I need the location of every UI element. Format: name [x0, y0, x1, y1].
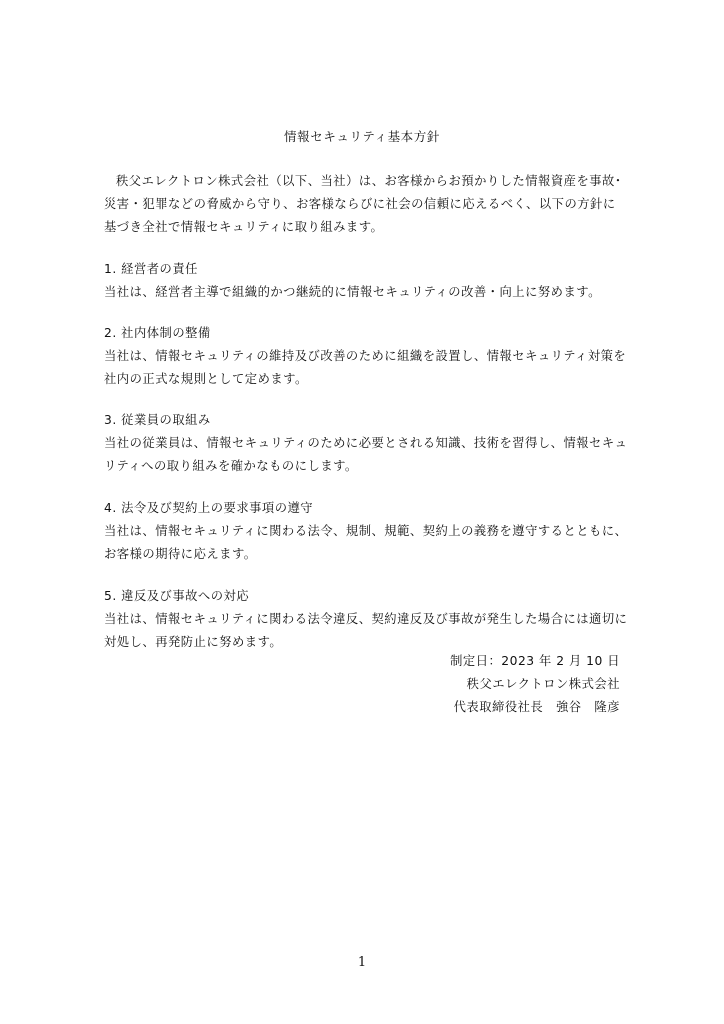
section-heading: 1. 経営者の責任: [104, 262, 198, 276]
signature-block: [450, 650, 620, 719]
policy-section: [104, 409, 628, 478]
policy-section: [104, 258, 628, 304]
representative-name: 代表取締役社長 強谷 隆彦: [453, 700, 620, 714]
section-body: 当社の従業員は、情報セキュリティのために必要とされる知識、技術を習得し、情報セキュリティへの取り組みを確かなものにします。: [104, 436, 628, 473]
section-heading: 4. 法令及び契約上の要求事項の遵守: [104, 501, 314, 515]
section-body: 当社は、情報セキュリティに関わる法令違反、契約違反及び事故が発生した場合には適切に対処し、再発防止に努めます。: [104, 612, 628, 649]
section-body: 当社は、経営者主導で組織的かつ継続的に情報セキュリティの改善・向上に努めます。: [104, 285, 601, 299]
enactment-date: 制定日：2023 年 2 月 10 日: [450, 654, 620, 668]
document-title: 情報セキュリティ基本方針: [284, 129, 440, 144]
section-body: 当社は、情報セキュリティに関わる法令、規制、規範、契約上の義務を遵守するとともに、お客様の期待に応えます。: [104, 524, 628, 561]
company-name: 秩父エレクトロン株式会社: [466, 677, 620, 691]
intro-paragraph: 秩父エレクトロン株式会社（以下、当社）は、お客様からお預かりした情報資産を事故･災害・犯罪などの脅威から守り、お客様ならびに社会の信頼に応えるべく、以下の方針に基づき全社で情報セキュリティに取り組みます。: [104, 174, 622, 234]
page-number: 1: [357, 955, 367, 970]
policy-section: [104, 497, 628, 566]
policy-section: [104, 322, 628, 391]
policy-section: [104, 585, 628, 654]
section-body: 当社は、情報セキュリティの維持及び改善のために組織を設置し、情報セキュリティ対策を社内の正式な規則として定めます。: [104, 349, 627, 386]
section-heading: 5. 違反及び事故への対応: [104, 589, 250, 603]
section-heading: 3. 従業員の取組み: [104, 413, 211, 427]
section-heading: 2. 社内体制の整備: [104, 326, 211, 340]
